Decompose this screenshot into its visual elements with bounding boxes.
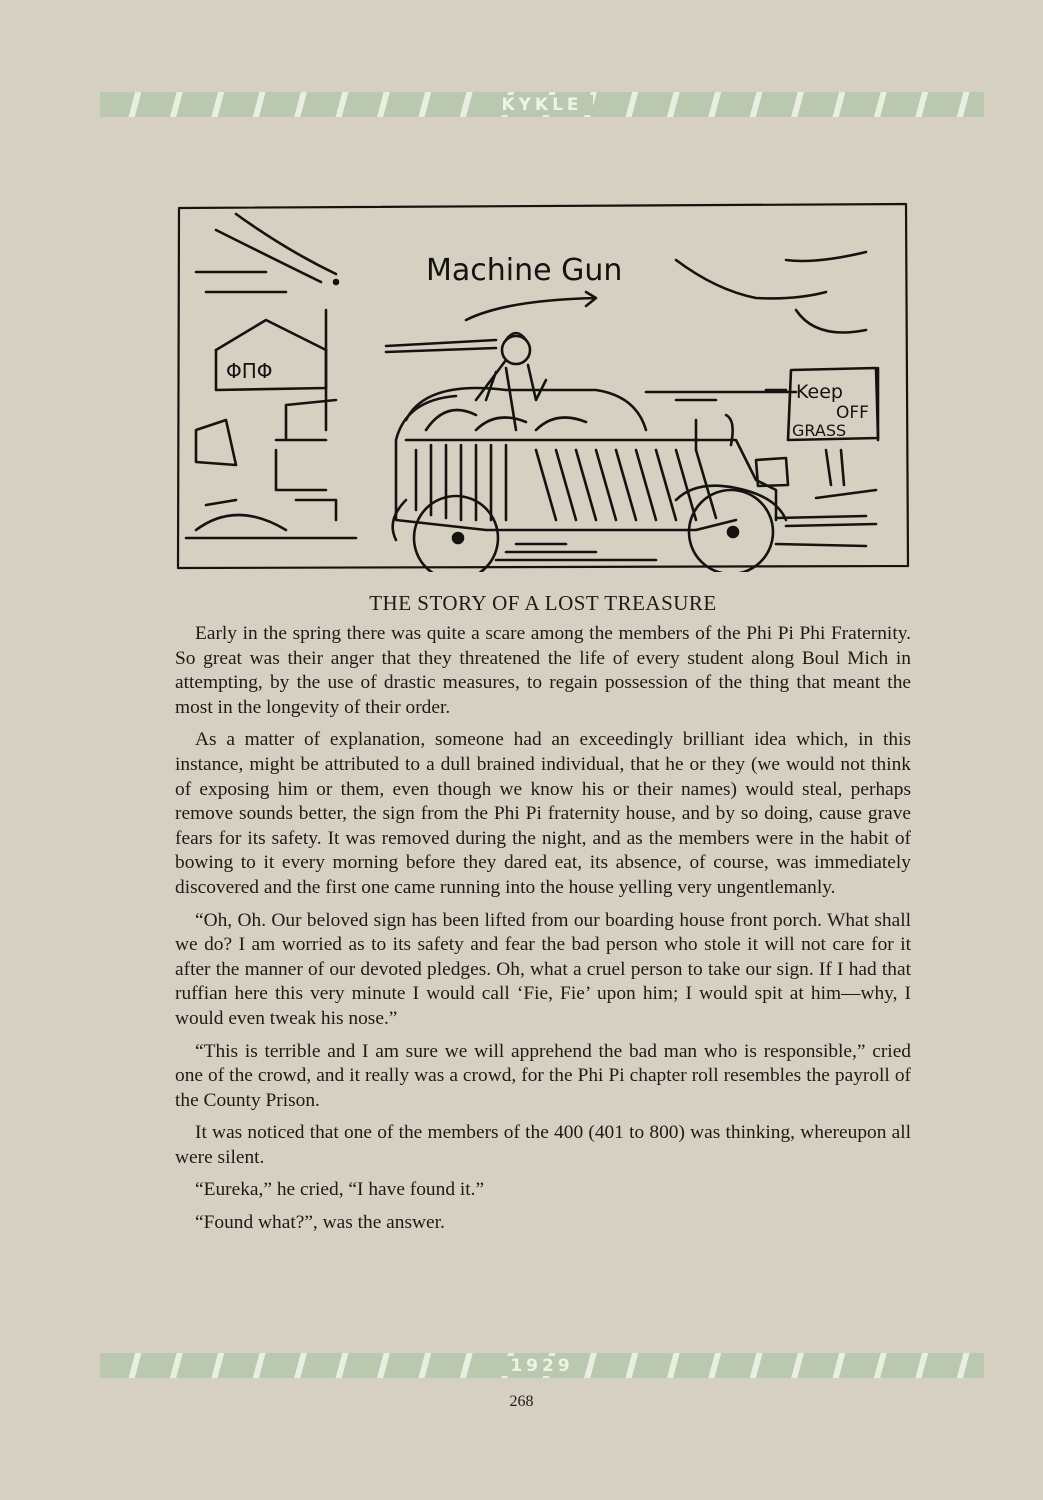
paragraph-2: As a matter of explanation, someone had an exceedingly brilliant idea which, in this instance, might be attributed to a dull brained individual, that he or they (we would not think of exposing him or them, even though we know his or their names) would steal, perhaps remove sounds better, the sign from the Phi Pi fraternity house, and by so doing, cause grave fears for its safety. It was removed during the night, and as the members were in the habit of bowing to it every morning before they dared eat, its absence, of course, was immediately discovered and the first one came running into the house yelling very ungentlemanly.: [175, 729, 911, 898]
machine-gun-caption: Machine Gun: [426, 253, 623, 288]
paragraph-6: “Eureka,” he cried, “I have found it.”: [195, 1179, 485, 1201]
header-decorative-band: [100, 92, 984, 117]
paragraph-5: It was noticed that one of the members of the 400 (401 to 800) was thinking, whereupon all were silent.: [175, 1122, 911, 1168]
footer-band-label: 1929: [500, 1356, 583, 1376]
sign-keep: Keep: [796, 381, 843, 403]
header-band-label: KYKLE: [491, 95, 592, 115]
page-number: 268: [509, 1393, 534, 1410]
paragraph-4: “This is terrible and I am sure we will apprehend the bad man who is responsible,” cried one of the crowd, and it really was a crowd, for the Phi Pi chapter roll resembles the payroll of the County Prison.: [175, 1040, 911, 1111]
article-body: [175, 622, 911, 1244]
sign-grass: GRASS: [792, 421, 847, 440]
footer-decorative-band: [100, 1353, 984, 1378]
machine-gun-car-illustration: [176, 200, 910, 572]
article-title: THE STORY OF A LOST TREASURE: [369, 591, 717, 615]
house-letters: ΦΠΦ: [226, 359, 273, 383]
sign-off: OFF: [836, 403, 869, 423]
paragraph-3: “Oh, Oh. Our beloved sign has been lifted from our boarding house front porch. What shall we do? I am worried as to its safety and fear the bad person who stole it will not care for it after the manner of our devoted pledges. Oh, what a cruel person to take our sign. If I had that ruffian here this very minute I would call ‘Fie, Fie’ upon him; I would spit at him—why, I would even tweak his nose.”: [175, 909, 911, 1029]
paragraph-7: “Found what?”, was the answer.: [195, 1212, 445, 1234]
paragraph-1: Early in the spring there was quite a scare among the members of the Phi Pi Phi Fraternity. So great was their anger that they threatened the life of every student along Boul Mich in attempting, by the use of drastic measures, to regain possession of the thing that meant the most in the longevity of their order.: [175, 623, 911, 718]
